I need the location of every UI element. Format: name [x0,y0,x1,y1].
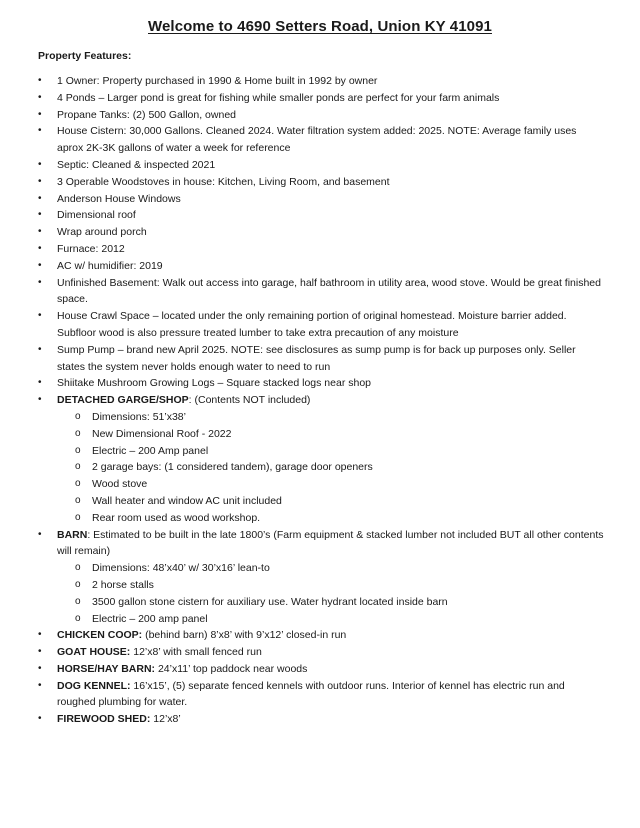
feature-item [38,241,604,258]
feature-subitem-text: Dimensions: 51’x38’ [92,410,186,423]
circle-bullet-icon: o [75,444,81,456]
feature-subitem [57,443,604,460]
feature-subitem [57,426,604,443]
feature-heading: HORSE/HAY BARN: [57,662,156,675]
feature-item [38,157,604,174]
circle-bullet-icon: o [75,478,81,490]
feature-heading: DETACHED GARGE/SHOP [57,394,189,407]
feature-text: 1 Owner: Property purchased in 1990 & Home built in 1992 by owner [57,75,378,87]
bullet-icon: • [38,108,42,120]
circle-bullet-icon: o [75,595,81,607]
feature-heading: CHICKEN COOP: [57,629,143,642]
feature-sublist [57,560,604,627]
feature-subitem [57,611,604,628]
bullet-icon: • [38,629,42,641]
feature-item [38,711,604,728]
feature-text: AC w/ humidifier: 2019 [57,259,163,272]
feature-item [38,392,604,526]
feature-subitem-text: Electric – 200 Amp panel [92,444,209,457]
feature-subitem-text: Electric – 200 amp panel [92,612,208,625]
bullet-icon: • [38,343,42,355]
feature-item [38,627,604,644]
circle-bullet-icon: o [75,410,81,422]
feature-text: 16’x15’, (5) separate fenced kennels with outdoor runs. Interior of kennel has electric run and roughed plumbing for water. [57,679,565,709]
feature-subitem [57,510,604,527]
feature-subitem [57,476,604,493]
feature-subitem-text: Wall heater and window AC unit included [92,494,282,507]
feature-text: 3 Operable Woodstoves in house: Kitchen, Living Room, and basement [57,175,390,188]
feature-subitem [57,577,604,594]
feature-item [38,661,604,678]
circle-bullet-icon: o [75,511,81,523]
feature-subitem [57,594,604,611]
bullet-icon: • [38,75,42,86]
feature-item [38,123,604,157]
feature-text: Dimensional roof [57,209,136,222]
feature-item [38,342,604,376]
feature-text: Wrap around porch [57,226,147,239]
feature-text: Propane Tanks: (2) 500 Gallon, owned [57,108,237,121]
page-title: Welcome to 4690 Setters Road, Union KY 41091 [148,18,492,35]
feature-sublist [57,409,604,527]
bullet-icon: • [38,713,42,725]
feature-subitem-text: Wood stove [92,478,148,491]
bullet-icon: • [38,91,42,103]
bullet-icon: • [38,662,42,674]
feature-text: 12’x8’ with small fenced run [130,646,262,659]
property-features-list [38,73,604,728]
feature-subitem-text: New Dimensional Roof - 2022 [92,427,232,440]
bullet-icon: • [38,646,42,658]
feature-subitem [57,459,604,476]
feature-heading: DOG KENNEL: [57,679,131,692]
bullet-icon: • [38,158,42,170]
feature-heading: GOAT HOUSE: [57,646,131,659]
feature-item [38,258,604,275]
bullet-icon: • [38,259,42,271]
circle-bullet-icon: o [75,427,81,439]
feature-text: House Crawl Space – located under the only remaining portion of original homestead. Moisture barrier added. Subfloor wood is also pressure treated lumber to take extra precaution of any moisture [57,310,567,339]
feature-item [38,174,604,191]
feature-text: Shiitake Mushroom Growing Logs – Square stacked logs near shop [57,377,372,390]
bullet-icon: • [38,242,42,254]
feature-item [38,308,604,342]
bullet-icon: • [38,192,42,204]
bullet-icon: • [38,679,42,691]
feature-subitem [57,409,604,426]
feature-heading: BARN [57,528,88,541]
feature-subitem-text: Rear room used as wood workshop. [92,511,261,524]
circle-bullet-icon: o [75,578,81,590]
circle-bullet-icon: o [75,612,81,624]
feature-heading: FIREWOOD SHED: [57,713,151,726]
circle-bullet-icon: o [75,461,81,473]
feature-text: : Estimated to be built in the late 1800’s (Farm equipment & stacked lumber not included BUT all other contents will remain) [57,528,604,558]
feature-text: Furnace: 2012 [57,242,125,255]
bullet-icon: • [38,175,42,187]
feature-text: House Cistern: 30,000 Gallons. Cleaned 2024. Water filtration system added: 2025. NOTE: Average family uses aprox 2K-3K gallons of water a week for reference [57,125,577,155]
feature-item [38,375,604,392]
feature-subitem [57,493,604,510]
feature-subitem-text: 2 horse stalls [92,578,154,591]
bullet-icon: • [38,528,42,540]
property-features-heading: Property Features: [38,50,132,62]
feature-text: (behind barn) 8’x8’ with 9’x12’ closed-in run [142,629,347,642]
feature-item [38,73,604,90]
feature-text: : (Contents NOT included) [188,394,311,407]
bullet-icon: • [38,394,42,406]
feature-item [38,107,604,124]
feature-text: Unfinished Basement: Walk out access into garage, half bathroom in utility area, wood stove. Would be great finished space. [57,276,601,306]
feature-item [38,207,604,224]
feature-subitem-text: 3500 gallon stone cistern for auxiliary use. Water hydrant located inside barn [92,595,448,608]
feature-text: 12’x8’ [150,713,181,726]
bullet-icon: • [38,310,42,322]
feature-subitem-text: Dimensions: 48’x40’ w/ 30’x16’ lean-to [92,562,270,575]
feature-text: 4 Ponds – Larger pond is great for fishing while smaller ponds are perfect for your farm animals [57,91,500,104]
circle-bullet-icon: o [75,494,81,506]
circle-bullet-icon: o [75,562,81,574]
feature-text: Sump Pump – brand new April 2025. NOTE: see disclosures as sump pump is for back up purposes only. Seller states the system never holds enough water to need to run [57,343,576,373]
feature-subitem-text: 2 garage bays: (1 considered tandem), garage door openers [92,461,373,474]
bullet-icon: • [38,125,42,137]
feature-subitem [57,560,604,577]
feature-text: Anderson House Windows [57,192,181,205]
feature-item [38,527,604,628]
feature-text: 24’x11’ top paddock near woods [155,662,308,675]
feature-item [38,191,604,208]
feature-item [38,678,604,712]
bullet-icon: • [38,377,42,389]
bullet-icon: • [38,276,42,288]
bullet-icon: • [38,226,42,238]
feature-item [38,224,604,241]
feature-text: Septic: Cleaned & inspected 2021 [57,158,216,171]
feature-item [38,275,604,309]
feature-item [38,90,604,107]
bullet-icon: • [38,209,42,221]
feature-item [38,644,604,661]
